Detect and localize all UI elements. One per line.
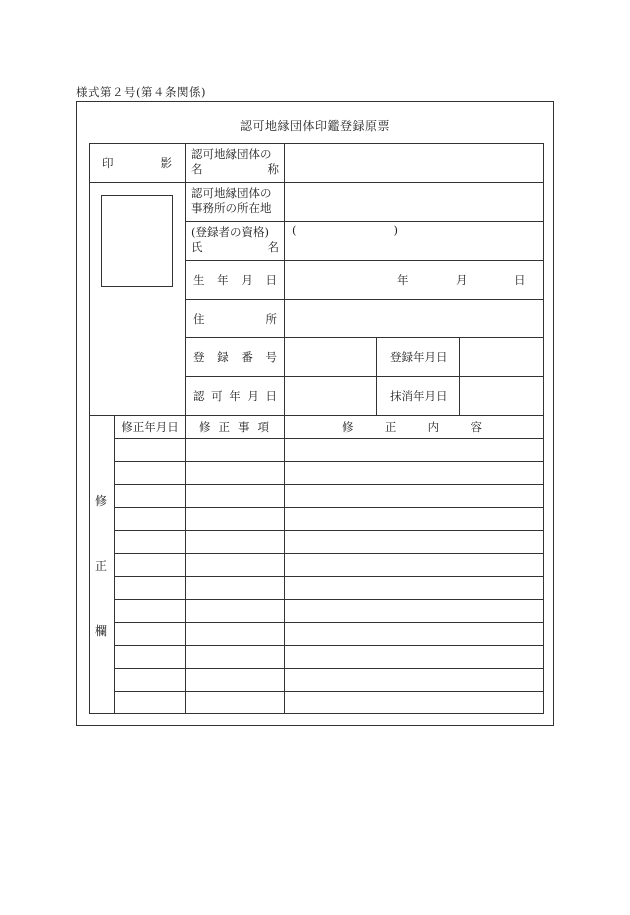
address-char-a: 住 — [193, 312, 205, 326]
revision-item-cell[interactable] — [186, 531, 284, 553]
reg-no-char: 番 — [241, 350, 253, 364]
cancellation-date-label: 抹消年月日 — [390, 389, 448, 403]
seal-box — [102, 196, 173, 287]
content-header-char: 修 — [342, 420, 354, 434]
qualification-label: (登録者の資格) — [191, 225, 269, 239]
revision-item-cell[interactable] — [186, 669, 284, 691]
revision-item-cell[interactable] — [186, 485, 284, 507]
revision-content-cell[interactable] — [285, 623, 543, 645]
registration-date-field[interactable] — [461, 338, 542, 375]
revision-content-cell[interactable] — [285, 531, 543, 553]
birth-month-unit: 月 — [456, 273, 468, 287]
revision-item-cell[interactable] — [186, 462, 284, 484]
revision-content-cell[interactable] — [285, 692, 543, 714]
content-header-char: 正 — [384, 420, 397, 434]
revision-content-cell[interactable] — [285, 439, 543, 461]
content-header-char: 容 — [470, 420, 482, 434]
birth-date-label — [193, 273, 277, 288]
content-header-char: 内 — [427, 420, 440, 434]
address-label — [193, 312, 277, 327]
revision-item-cell[interactable] — [186, 554, 284, 576]
birth-char: 月 — [241, 273, 253, 287]
reg-no-char: 登 — [193, 350, 205, 364]
group-name-line1: 認可地縁団体の — [191, 147, 272, 161]
revision-content-cell[interactable] — [285, 669, 543, 691]
group-name-label — [191, 147, 279, 177]
revision-item-cell[interactable] — [186, 600, 284, 622]
seal-header — [102, 156, 172, 171]
authorization-date-field[interactable] — [286, 377, 375, 414]
group-name-char-b: 称 — [267, 162, 279, 176]
name-char-a: 氏 — [191, 240, 203, 254]
revision-date-cell[interactable] — [115, 485, 185, 507]
group-name-line2 — [191, 162, 279, 177]
form-number-label: 様式第２号(第４条関係) — [76, 85, 206, 99]
revision-date-cell[interactable] — [115, 669, 185, 691]
reg-no-char: 号 — [265, 350, 277, 364]
revision-item-cell[interactable] — [186, 623, 284, 645]
revision-content-cell[interactable] — [285, 508, 543, 530]
revision-date-cell[interactable] — [115, 646, 185, 668]
address-field[interactable] — [286, 300, 542, 336]
registrant-field[interactable] — [286, 222, 542, 259]
revision-date-cell[interactable] — [115, 439, 185, 461]
revision-date-cell[interactable] — [115, 600, 185, 622]
revision-item-cell[interactable] — [186, 508, 284, 530]
seal-label-right: 影 — [160, 156, 172, 170]
authorization-date-label — [193, 389, 277, 404]
revision-date-cell[interactable] — [115, 531, 185, 553]
cancellation-date-field[interactable] — [461, 377, 542, 414]
office-line1: 認可地縁団体の — [191, 186, 272, 200]
item-header-char: 修 — [199, 420, 211, 434]
group-name-char-a: 名 — [191, 162, 203, 176]
item-header-char: 正 — [218, 420, 230, 434]
revision-date-cell[interactable] — [115, 508, 185, 530]
revision-side-char: 欄 — [94, 624, 107, 638]
auth-date-char: 日 — [265, 389, 277, 403]
revision-date-cell[interactable] — [115, 623, 185, 645]
name-char-b: 名 — [267, 240, 279, 254]
birth-char: 生 — [193, 273, 205, 287]
revision-item-cell[interactable] — [186, 646, 284, 668]
registrant-label — [191, 225, 279, 255]
revision-item-cell[interactable] — [186, 439, 284, 461]
office-location-label — [191, 186, 281, 216]
registration-number-field[interactable] — [286, 338, 375, 375]
revision-date-header: 修正年月日 — [121, 420, 179, 434]
revision-content-cell[interactable] — [285, 485, 543, 507]
auth-date-char: 認 — [193, 389, 205, 403]
revision-date-cell[interactable] — [115, 554, 185, 576]
revision-item-header — [199, 420, 269, 435]
birth-year-unit: 年 — [397, 273, 409, 287]
registration-date-label: 登録年月日 — [390, 350, 448, 364]
seal-label-left: 印 — [102, 156, 114, 170]
revision-content-cell[interactable] — [285, 462, 543, 484]
birth-char: 年 — [217, 273, 229, 287]
revision-side-char: 修 — [94, 494, 107, 508]
revision-side-char: 正 — [94, 559, 107, 573]
item-header-char: 項 — [257, 420, 269, 434]
revision-content-cell[interactable] — [285, 577, 543, 599]
registration-number-label — [193, 350, 277, 365]
revision-date-cell[interactable] — [115, 577, 185, 599]
auth-date-char: 可 — [211, 389, 223, 403]
group-name-field[interactable] — [286, 144, 542, 181]
name-label — [191, 240, 279, 255]
office-line2: 事務所の所在地 — [191, 201, 272, 215]
item-header-char: 事 — [238, 420, 250, 434]
revision-item-cell[interactable] — [186, 692, 284, 714]
revision-content-cell[interactable] — [285, 600, 543, 622]
birth-char: 日 — [265, 273, 277, 287]
revision-content-cell[interactable] — [285, 554, 543, 576]
office-location-field[interactable] — [286, 183, 542, 220]
auth-date-char: 年 — [229, 389, 241, 403]
revision-date-cell[interactable] — [115, 462, 185, 484]
reg-no-char: 録 — [217, 350, 229, 364]
revision-date-cell[interactable] — [115, 692, 185, 714]
qual-close-paren: ) — [393, 223, 398, 237]
qual-open-paren: ( — [292, 223, 297, 237]
form-title: 認可地縁団体印鑑登録原票 — [239, 119, 390, 133]
address-char-b: 所 — [265, 312, 277, 326]
revision-content-header — [342, 420, 482, 435]
birth-day-unit: 日 — [514, 273, 526, 287]
revision-item-cell[interactable] — [186, 577, 284, 599]
revision-content-cell[interactable] — [285, 646, 543, 668]
auth-date-char: 月 — [247, 389, 259, 403]
